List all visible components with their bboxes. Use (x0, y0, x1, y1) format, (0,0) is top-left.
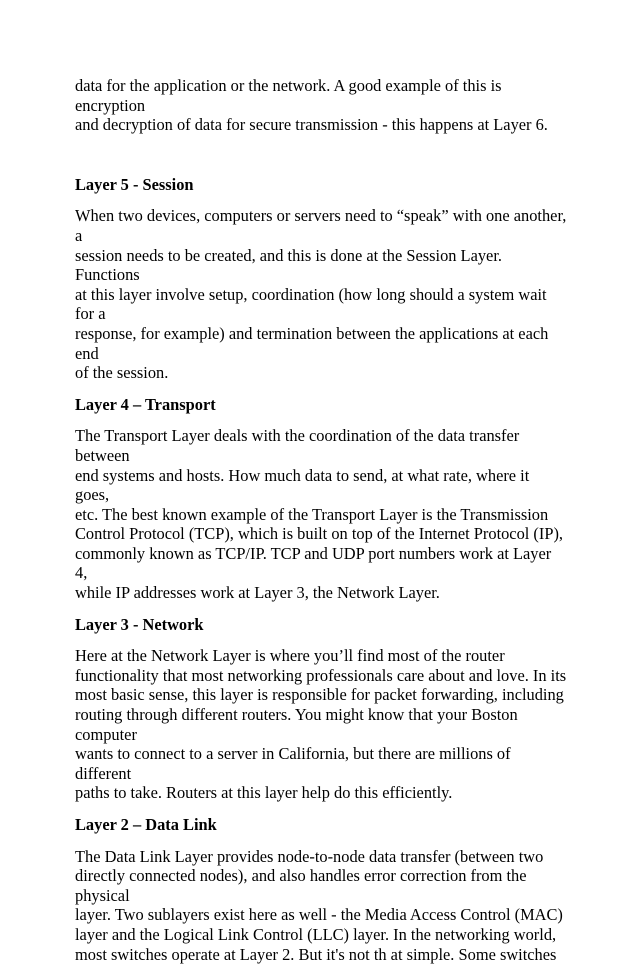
section-heading-layer-5: Layer 5 - Session (75, 174, 194, 194)
section-body-layer-3: Here at the Network Layer is where you’ll find most of the router functionality that most networking professionals care about and love. In its most basic sense, this layer is responsible for packet forwarding, including routing through different routers. You might know that your Boston computer wants to connect to a server in California, but there are millions of different paths to take. Routers at this layer help do this efficiently. (75, 646, 567, 803)
document-content (75, 76, 567, 964)
section-body-layer-4: The Transport Layer deals with the coordination of the data transfer between end systems and hosts. How much data to send, at what rate, where it goes, etc. The best known example of the Transport Layer is the Transmission Control Protocol (TCP), which is built on top of the Internet Protocol (IP), commonly known as TCP/IP. TCP and UDP port numbers work at Layer 4, while IP addresses work at Layer 3, the Network Layer. (75, 426, 564, 603)
section-heading-layer-3: Layer 3 - Network (75, 614, 204, 634)
intro-paragraph: data for the application or the network. A good example of this is encryption and decryption of data for secure transmission - this happens at Layer 6. (75, 76, 548, 135)
section-body-layer-5: When two devices, computers or servers need to “speak” with one another, a session needs to be created, and this is done at the Session Layer. Functions at this layer involve setup, coordination (how long should a system wait for a response, for example) and termination between the applications at each end of the session. (75, 206, 567, 383)
section-heading-layer-2: Layer 2 – Data Link (75, 815, 217, 834)
section-body-layer-2: The Data Link Layer provides node-to-node data transfer (between two directly connected nodes), and also handles error correction from the physical layer. Two sublayers exist here as well - the Media Access Control (MAC) layer and the Logical Link Control (LLC) layer. In the networking world, most switches operate at Layer 2. But it's not th at simple. Some switches (75, 846, 563, 964)
section-heading-layer-4: Layer 4 – Transport (75, 394, 216, 414)
